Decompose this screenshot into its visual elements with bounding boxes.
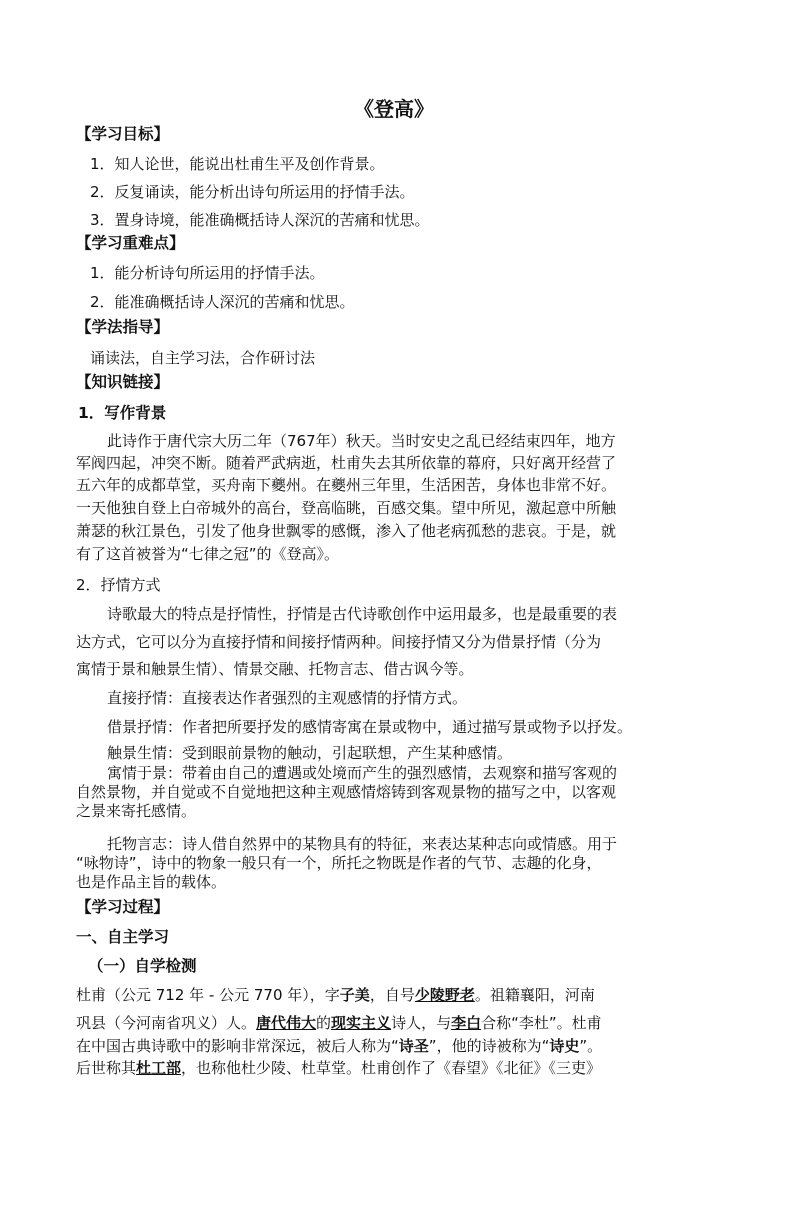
section-heading-keypoints: 【学习重难点】 (76, 234, 185, 252)
method-text: 诵读法，自主学习法，合作研讨法 (90, 349, 316, 367)
objective-item: 2．反复诵读，能分析出诗句所运用的抒情手法。 (90, 183, 415, 201)
background-line: 萧瑟的秋江景色，引发了他身世飘零的感慨，渗入了他老病孤愁的悲哀。于是，就 (76, 522, 617, 540)
part-heading: 一、自主学习 (76, 928, 170, 946)
lyric-line: 诗歌最大的特点是抒情性，抒情是古代诗歌创作中运用最多，也是最重要的表 (107, 605, 618, 623)
objective-item: 1．知人论世，能说出杜甫生平及创作背景。 (90, 155, 385, 173)
definition-touch: 触景生情：受到眼前景物的触动，引起联想，产生某种感情。 (107, 744, 513, 762)
definition-lodge-line: 自然景物，并自觉或不自觉地把这种主观感情熔铸到客观景物的描写之中，以客观 (76, 783, 617, 801)
fill-paragraph-line: 后世称其杜工部，也称他杜少陵、杜草堂。杜甫创作了《春望》《北征》《三吏》 (76, 1059, 602, 1077)
definition-scene: 借景抒情：作者把所要抒发的感情寄寓在景或物中，通过描写景或物予以抒发。 (107, 718, 633, 736)
fill-paragraph-line: 巩县（今河南省巩义）人。唐代伟大的现实主义诗人，与李白合称“李杜”。杜甫 (76, 1014, 602, 1032)
section-heading-knowledge: 【知识链接】 (76, 373, 170, 391)
definition-object-line: 托物言志：诗人借自然界中的某物具有的特征，来表达某种志向或情感。用于 (107, 835, 618, 853)
answer-dynasty: 唐代伟大 (256, 1014, 317, 1032)
fill-paragraph-line: 杜甫（公元 712 年 - 公元 770 年），字子美，自号少陵野老。祖籍襄阳，河南 (76, 986, 595, 1004)
background-line: 五六年的成都草堂，买舟南下夔州。在夔州三年里，生活困苦，身体也非常不好。 (76, 476, 617, 494)
answer-realism: 现实主义 (331, 1014, 392, 1032)
definition-lodge-line: 之景来寄托感情。 (76, 802, 197, 820)
background-line: 一天他独自登上白帝城外的高台，登高临眺，百感交集。望中所见，激起意中所触 (76, 499, 617, 517)
objective-item: 3．置身诗境，能准确概括诗人深沉的苦痛和忧思。 (90, 211, 430, 229)
lyric-line: 寓情于景和触景生情）、情景交融、托物言志、借古讽今等。 (76, 660, 474, 678)
background-title: 1．写作背景 (78, 404, 167, 422)
keypoint-item: 2．能准确概括诗人深沉的苦痛和忧思。 (90, 293, 355, 311)
answer-self-title: 少陵野老 (414, 986, 475, 1004)
background-line: 军阀四起，冲突不断。随着严武病逝，杜甫失去其所依靠的幕府，只好离开经营了 (76, 454, 617, 472)
keypoint-item: 1．能分析诗句所运用的抒情手法。 (90, 264, 325, 282)
background-line: 此诗作于唐代宗大历二年（767年）秋天。当时安史之乱已经结束四年，地方 (107, 432, 616, 450)
answer-courtesy-name: 子美 (339, 986, 370, 1004)
lyric-line: 达方式，它可以分为直接抒情和间接抒情两种。间接抒情又分为借景抒情（分为 (76, 633, 602, 651)
fill-paragraph-line: 在中国古典诗歌中的影响非常深远，被后人称为“诗圣”，他的诗被称为“诗史”。 (76, 1037, 603, 1055)
lyric-title: 2．抒情方式 (76, 576, 161, 594)
definition-direct: 直接抒情：直接表达作者强烈的主观感情的抒情方式。 (107, 689, 468, 707)
section-heading-objectives: 【学习目标】 (76, 125, 170, 143)
page-title: 《登高》 (354, 97, 434, 121)
background-line: 有了这首被誉为“七律之冠”的《登高》。 (76, 545, 340, 563)
answer-poet-saint: 诗圣 (398, 1037, 429, 1055)
section-heading-method: 【学法指导】 (76, 318, 170, 336)
definition-object-line: “咏物诗”，诗中的物象一般只有一个，所托之物既是作者的气节、志趣的化身， (76, 854, 602, 872)
definition-lodge-line: 寓情于景：带着由自己的遭遇或处境而产生的强烈感情，去观察和描写客观的 (107, 764, 618, 782)
answer-li-bai: 李白 (451, 1014, 482, 1032)
answer-poetic-history: 诗史 (549, 1037, 580, 1055)
definition-object-line: 也是作品主旨的载体。 (76, 873, 227, 891)
section-heading-process: 【学习过程】 (76, 898, 170, 916)
answer-du-gongbu: 杜工部 (136, 1059, 182, 1077)
subsection-heading: （一）自学检测 (88, 957, 197, 975)
